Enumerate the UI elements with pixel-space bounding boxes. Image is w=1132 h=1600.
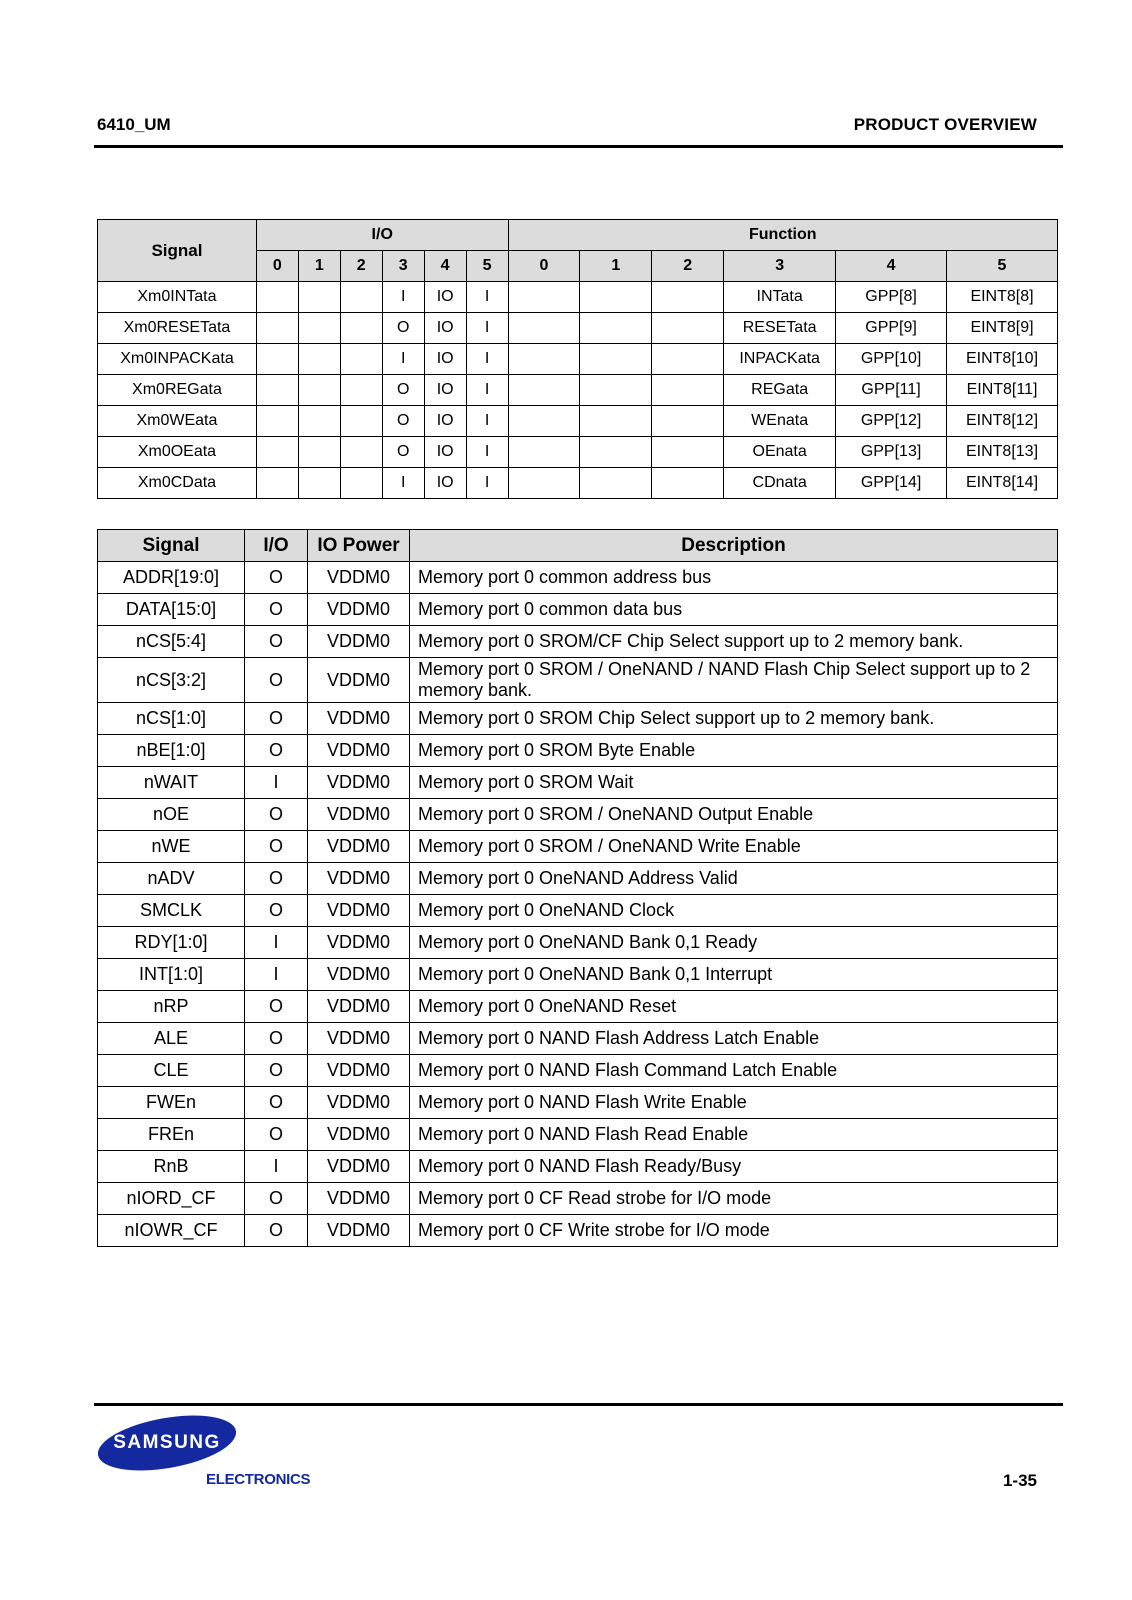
- io-cell: [298, 313, 340, 344]
- description-cell: Memory port 0 SROM / OneNAND Output Enable: [410, 799, 1058, 831]
- io-power-cell: VDDM0: [308, 735, 410, 767]
- function-cell: [508, 406, 580, 437]
- io-cell: O: [382, 375, 424, 406]
- signal-cell: nOE: [98, 799, 245, 831]
- io-cell: [298, 437, 340, 468]
- io-col-header: 4: [424, 251, 466, 282]
- function-cell: [580, 406, 652, 437]
- function-cell: GPP[14]: [836, 468, 947, 499]
- io-cell: O: [245, 735, 308, 767]
- io-cell: [340, 437, 382, 468]
- signal-cell: FREn: [98, 1119, 245, 1151]
- signal-cell: CLE: [98, 1055, 245, 1087]
- io-cell: O: [245, 1183, 308, 1215]
- table-row: [98, 1087, 1058, 1119]
- io-power-cell: VDDM0: [308, 658, 410, 703]
- table-row: [98, 831, 1058, 863]
- signal-cell: INT[1:0]: [98, 959, 245, 991]
- description-cell: Memory port 0 NAND Flash Read Enable: [410, 1119, 1058, 1151]
- table-row: [98, 313, 1058, 344]
- io-header: I/O: [245, 530, 308, 562]
- fn-col-header: 0: [508, 251, 580, 282]
- io-power-cell: VDDM0: [308, 863, 410, 895]
- electronics-label: ELECTRONICS: [206, 1471, 311, 1488]
- description-cell: Memory port 0 OneNAND Clock: [410, 895, 1058, 927]
- io-cell: O: [245, 1055, 308, 1087]
- section-title: PRODUCT OVERVIEW: [853, 115, 1037, 134]
- io-cell: IO: [424, 406, 466, 437]
- description-cell: Memory port 0 SROM Wait: [410, 767, 1058, 799]
- signal-header: Signal: [98, 530, 245, 562]
- description-cell: Memory port 0 CF Read strobe for I/O mode: [410, 1183, 1058, 1215]
- io-power-cell: VDDM0: [308, 927, 410, 959]
- table-row: [98, 1119, 1058, 1151]
- function-cell: CDnata: [724, 468, 836, 499]
- table-row: [98, 375, 1058, 406]
- function-cell: [652, 344, 724, 375]
- io-cell: [256, 375, 298, 406]
- signal-cell: SMCLK: [98, 895, 245, 927]
- function-cell: EINT8[13]: [947, 437, 1058, 468]
- fn-col-header: 3: [724, 251, 836, 282]
- io-col-header: 1: [298, 251, 340, 282]
- io-cell: I: [466, 313, 508, 344]
- signal-cell: FWEn: [98, 1087, 245, 1119]
- io-cell: O: [382, 437, 424, 468]
- signal-cell: Xm0OEata: [98, 437, 257, 468]
- io-power-cell: VDDM0: [308, 1023, 410, 1055]
- io-power-cell: VDDM0: [308, 767, 410, 799]
- io-cell: I: [466, 344, 508, 375]
- function-cell: GPP[9]: [836, 313, 947, 344]
- io-cell: [340, 406, 382, 437]
- io-cell: IO: [424, 437, 466, 468]
- io-cell: IO: [424, 375, 466, 406]
- io-cell: IO: [424, 344, 466, 375]
- description-cell: Memory port 0 NAND Flash Ready/Busy: [410, 1151, 1058, 1183]
- signal-cell: RDY[1:0]: [98, 927, 245, 959]
- function-cell: [508, 375, 580, 406]
- signal-cell: nRP: [98, 991, 245, 1023]
- table-row: [98, 895, 1058, 927]
- function-cell: EINT8[10]: [947, 344, 1058, 375]
- description-cell: Memory port 0 OneNAND Reset: [410, 991, 1058, 1023]
- function-cell: [508, 344, 580, 375]
- io-cell: O: [382, 406, 424, 437]
- signal-cell: Xm0WEata: [98, 406, 257, 437]
- description-cell: Memory port 0 OneNAND Bank 0,1 Ready: [410, 927, 1058, 959]
- io-cell: O: [245, 658, 308, 703]
- signal-cell: Xm0CData: [98, 468, 257, 499]
- function-cell: [508, 313, 580, 344]
- io-col-header: 2: [340, 251, 382, 282]
- io-cell: O: [245, 1119, 308, 1151]
- table-row: [98, 626, 1058, 658]
- footer-rule: [94, 1403, 1063, 1406]
- function-cell: [580, 282, 652, 313]
- io-power-cell: VDDM0: [308, 594, 410, 626]
- io-power-cell: VDDM0: [308, 1151, 410, 1183]
- function-cell: [652, 313, 724, 344]
- signal-cell: ALE: [98, 1023, 245, 1055]
- samsung-logo-text: SAMSUNG: [113, 1432, 221, 1453]
- io-cell: [340, 468, 382, 499]
- io-power-cell: VDDM0: [308, 959, 410, 991]
- io-cell: IO: [424, 313, 466, 344]
- io-cell: [298, 344, 340, 375]
- io-cell: I: [245, 959, 308, 991]
- function-cell: GPP[13]: [836, 437, 947, 468]
- signal-cell: nADV: [98, 863, 245, 895]
- signal-cell: nCS[1:0]: [98, 703, 245, 735]
- table-row: [98, 406, 1058, 437]
- table-row: [98, 863, 1058, 895]
- signal-cell: nIORD_CF: [98, 1183, 245, 1215]
- function-cell: [652, 282, 724, 313]
- signal-cell: nCS[5:4]: [98, 626, 245, 658]
- io-cell: I: [466, 282, 508, 313]
- io-cell: I: [466, 375, 508, 406]
- io-col-header: 0: [256, 251, 298, 282]
- io-cell: O: [245, 562, 308, 594]
- signal-cell: nWAIT: [98, 767, 245, 799]
- io-cell: O: [245, 895, 308, 927]
- io-power-cell: VDDM0: [308, 562, 410, 594]
- table-row: [98, 799, 1058, 831]
- table-row: [98, 1151, 1058, 1183]
- function-cell: EINT8[11]: [947, 375, 1058, 406]
- io-power-cell: VDDM0: [308, 626, 410, 658]
- function-cell: [580, 437, 652, 468]
- io-power-cell: VDDM0: [308, 1215, 410, 1247]
- fn-col-header: 1: [580, 251, 652, 282]
- io-col-header: 5: [466, 251, 508, 282]
- table-row: [98, 437, 1058, 468]
- function-cell: EINT8[8]: [947, 282, 1058, 313]
- description-cell: Memory port 0 SROM/CF Chip Select support up to 2 memory bank.: [410, 626, 1058, 658]
- description-cell: Memory port 0 NAND Flash Command Latch Enable: [410, 1055, 1058, 1087]
- description-cell: Memory port 0 CF Write strobe for I/O mode: [410, 1215, 1058, 1247]
- io-cell: [298, 406, 340, 437]
- description-cell: Memory port 0 NAND Flash Write Enable: [410, 1087, 1058, 1119]
- io-cell: O: [245, 1087, 308, 1119]
- io-cell: IO: [424, 282, 466, 313]
- function-cell: INPACKata: [724, 344, 836, 375]
- io-cell: [256, 282, 298, 313]
- description-cell: Memory port 0 common address bus: [410, 562, 1058, 594]
- io-cell: I: [466, 406, 508, 437]
- signal-cell: nCS[3:2]: [98, 658, 245, 703]
- fn-col-header: 2: [652, 251, 724, 282]
- function-cell: [508, 282, 580, 313]
- io-cell: O: [245, 1215, 308, 1247]
- io-cell: O: [245, 831, 308, 863]
- io-cell: I: [245, 767, 308, 799]
- io-cell: I: [382, 468, 424, 499]
- samsung-logo: [96, 1415, 238, 1471]
- io-cell: O: [245, 799, 308, 831]
- signal-cell: RnB: [98, 1151, 245, 1183]
- io-power-header: IO Power: [308, 530, 410, 562]
- function-cell: [652, 437, 724, 468]
- function-cell: [580, 313, 652, 344]
- signal-cell: Xm0INPACKata: [98, 344, 257, 375]
- function-cell: GPP[11]: [836, 375, 947, 406]
- table-row: [98, 344, 1058, 375]
- signal-cell: nWE: [98, 831, 245, 863]
- table-row: [98, 767, 1058, 799]
- io-cell: I: [466, 437, 508, 468]
- io-cell: [298, 468, 340, 499]
- io-power-cell: VDDM0: [308, 1055, 410, 1087]
- io-cell: O: [245, 703, 308, 735]
- table-row: [98, 735, 1058, 767]
- io-cell: O: [245, 626, 308, 658]
- function-cell: [652, 375, 724, 406]
- table-row: [98, 703, 1058, 735]
- io-power-cell: VDDM0: [308, 1119, 410, 1151]
- io-cell: [256, 406, 298, 437]
- function-cell: [580, 375, 652, 406]
- io-header: I/O: [256, 220, 508, 251]
- function-cell: INTata: [724, 282, 836, 313]
- io-cell: [298, 375, 340, 406]
- description-header: Description: [410, 530, 1058, 562]
- signal-cell: nBE[1:0]: [98, 735, 245, 767]
- function-cell: GPP[12]: [836, 406, 947, 437]
- table-row: [98, 1023, 1058, 1055]
- io-power-cell: VDDM0: [308, 991, 410, 1023]
- io-cell: I: [466, 468, 508, 499]
- signal-cell: DATA[15:0]: [98, 594, 245, 626]
- io-cell: IO: [424, 468, 466, 499]
- table-row: [98, 959, 1058, 991]
- table-row: [98, 594, 1058, 626]
- io-cell: [256, 437, 298, 468]
- function-cell: EINT8[14]: [947, 468, 1058, 499]
- table-row: [98, 1183, 1058, 1215]
- function-cell: [508, 468, 580, 499]
- io-cell: I: [245, 1151, 308, 1183]
- function-cell: [580, 468, 652, 499]
- function-cell: EINT8[12]: [947, 406, 1058, 437]
- function-cell: [508, 437, 580, 468]
- table-row: [98, 927, 1058, 959]
- signal-cell: Xm0INTata: [98, 282, 257, 313]
- function-cell: [580, 344, 652, 375]
- signal-cell: nIOWR_CF: [98, 1215, 245, 1247]
- io-power-cell: VDDM0: [308, 799, 410, 831]
- io-cell: I: [382, 282, 424, 313]
- description-cell: Memory port 0 common data bus: [410, 594, 1058, 626]
- table-row: [98, 468, 1058, 499]
- io-cell: I: [245, 927, 308, 959]
- io-power-cell: VDDM0: [308, 703, 410, 735]
- io-cell: O: [245, 1023, 308, 1055]
- pin-function-table: [97, 219, 1058, 499]
- io-power-cell: VDDM0: [308, 1087, 410, 1119]
- io-cell: O: [245, 594, 308, 626]
- signal-cell: ADDR[19:0]: [98, 562, 245, 594]
- table-row: [98, 1055, 1058, 1087]
- fn-col-header: 4: [836, 251, 947, 282]
- io-cell: [298, 282, 340, 313]
- io-cell: [340, 344, 382, 375]
- io-cell: [340, 282, 382, 313]
- function-cell: WEnata: [724, 406, 836, 437]
- table-row: [98, 1215, 1058, 1247]
- function-header: Function: [508, 220, 1057, 251]
- function-cell: [652, 406, 724, 437]
- io-cell: [256, 344, 298, 375]
- header-rule: [94, 145, 1063, 148]
- function-cell: REGata: [724, 375, 836, 406]
- io-cell: [256, 468, 298, 499]
- io-cell: [256, 313, 298, 344]
- fn-col-header: 5: [947, 251, 1058, 282]
- function-cell: [652, 468, 724, 499]
- io-cell: I: [382, 344, 424, 375]
- io-cell: [340, 375, 382, 406]
- io-power-cell: VDDM0: [308, 895, 410, 927]
- description-cell: Memory port 0 OneNAND Address Valid: [410, 863, 1058, 895]
- function-cell: GPP[10]: [836, 344, 947, 375]
- description-cell: Memory port 0 OneNAND Bank 0,1 Interrupt: [410, 959, 1058, 991]
- description-cell: Memory port 0 SROM Byte Enable: [410, 735, 1058, 767]
- table-row: [98, 282, 1058, 313]
- table-row: [98, 991, 1058, 1023]
- io-cell: O: [245, 863, 308, 895]
- description-cell: Memory port 0 SROM Chip Select support up to 2 memory bank.: [410, 703, 1058, 735]
- io-cell: O: [245, 991, 308, 1023]
- function-cell: OEnata: [724, 437, 836, 468]
- function-cell: EINT8[9]: [947, 313, 1058, 344]
- page-number: 1-35: [1002, 1471, 1037, 1490]
- signal-description-table: [97, 529, 1058, 1247]
- signal-cell: Xm0RESETata: [98, 313, 257, 344]
- description-cell: Memory port 0 SROM / OneNAND / NAND Flash Chip Select support up to 2 memory bank.: [410, 658, 1058, 703]
- table-row: [98, 562, 1058, 594]
- function-cell: RESETata: [724, 313, 836, 344]
- document-id: 6410_UM: [97, 115, 171, 134]
- function-cell: GPP[8]: [836, 282, 947, 313]
- description-cell: Memory port 0 SROM / OneNAND Write Enable: [410, 831, 1058, 863]
- io-cell: [340, 313, 382, 344]
- io-col-header: 3: [382, 251, 424, 282]
- io-cell: O: [382, 313, 424, 344]
- table-row: [98, 658, 1058, 703]
- signal-cell: Xm0REGata: [98, 375, 257, 406]
- signal-header: Signal: [98, 220, 257, 282]
- io-power-cell: VDDM0: [308, 831, 410, 863]
- io-power-cell: VDDM0: [308, 1183, 410, 1215]
- description-cell: Memory port 0 NAND Flash Address Latch Enable: [410, 1023, 1058, 1055]
